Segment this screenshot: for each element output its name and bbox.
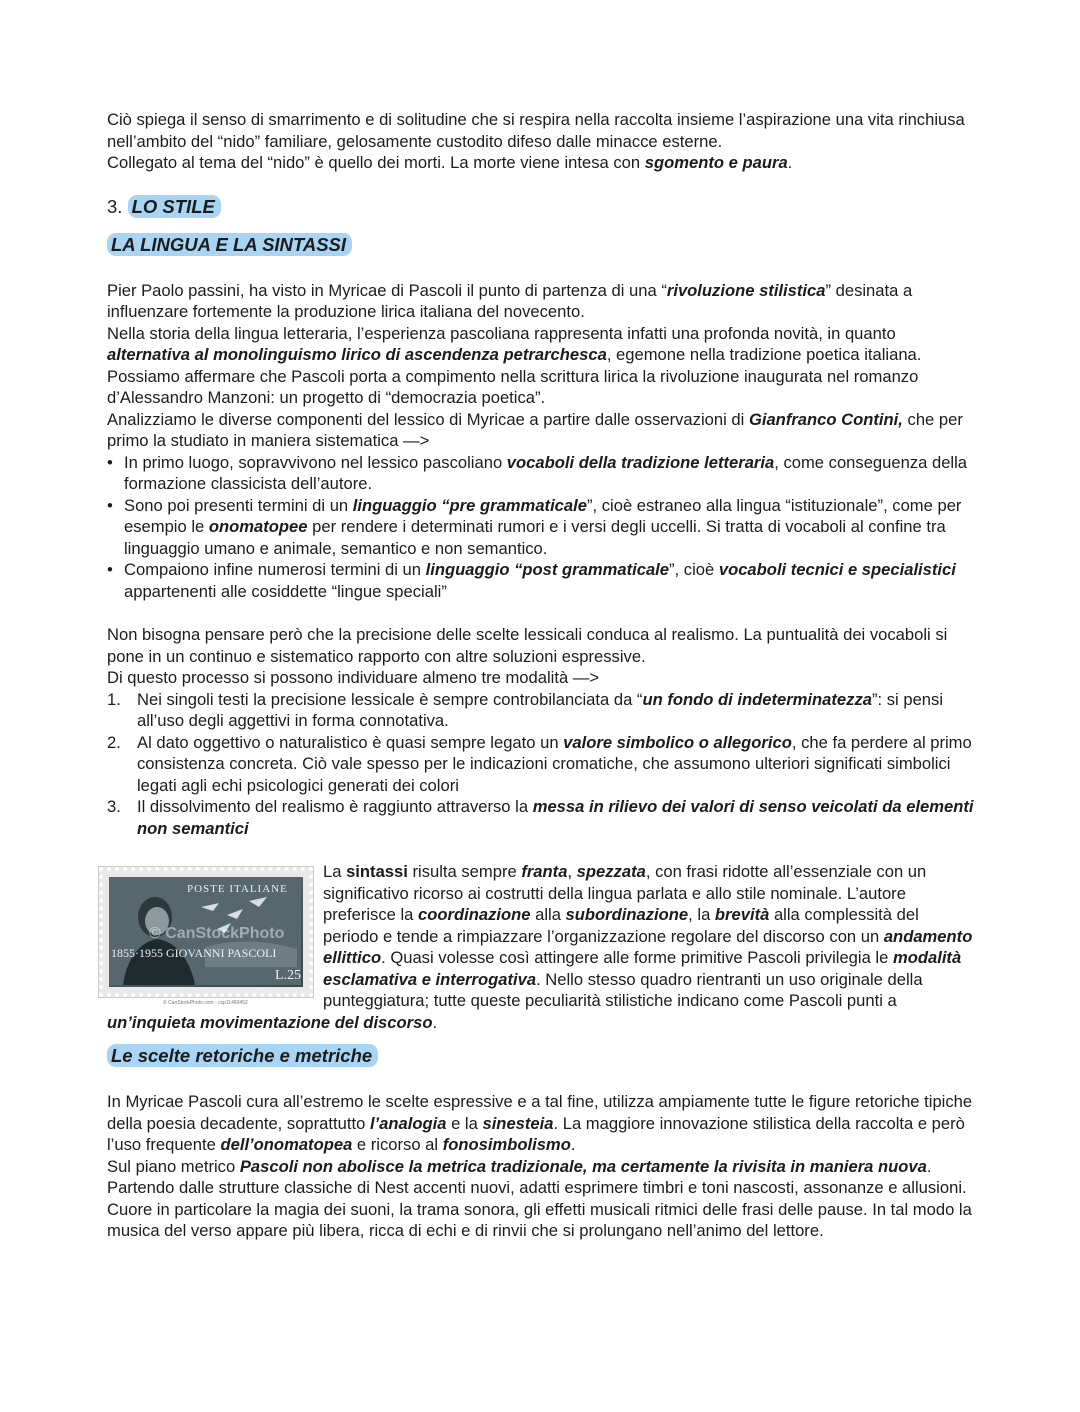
- emphasis: messa in rilievo dei valori di senso veicolati da elementi non semantici: [137, 797, 974, 838]
- text: .: [432, 1012, 438, 1032]
- text: che per primo la studiato in maniera sistematica —>: [107, 409, 963, 450]
- text: . Partendo dalle strutture classiche di Nest accenti nuovi, adatti esprimere timbri e toni nascosti, assonanze e allusioni. Cuore in particolare la magia dei suoni, la trama sonora, gli effetti musicali ritmici delle frasi delle pause. In tal modo la musica del verso appare più libera, ricca di echi e di rinvii che si prolungano nell’animo del lettore.: [107, 1156, 972, 1240]
- emphasis: onomatopee: [208, 517, 308, 536]
- stamp-bottom-text: [111, 943, 301, 986]
- text: ”: si pensi all’uso degli aggettivi in forma connotativa.: [137, 689, 944, 730]
- text: Analizziamo le diverse componenti del lessico di Myricae a partire dalle osservazioni di: [107, 409, 749, 429]
- emphasis: sgomento e paura: [644, 153, 788, 172]
- text: Sono poi presenti termini di un: [124, 495, 353, 515]
- emphasis: spezzata: [576, 862, 646, 881]
- text: In Myricae Pascoli cura all’estremo le scelte espressive e a tal fine, utilizza ampiamente tutte le figure retoriche tipiche della poesia decadente, soprattutto: [107, 1092, 973, 1133]
- emphasis: valore simbolico o allegorico: [563, 732, 792, 752]
- emphasis: l’analogia: [369, 1113, 447, 1133]
- list-item: [107, 796, 977, 839]
- text: . La maggiore innovazione stilistica della raccolta e però l’uso frequente: [107, 1113, 965, 1154]
- list-item: [107, 689, 977, 732]
- emphasis: linguaggio “pre grammaticale: [352, 495, 587, 515]
- emphasis: coordinazione: [418, 905, 531, 924]
- list-number: 2.: [107, 732, 121, 752]
- emphasis: fonosimbolismo: [442, 1135, 571, 1154]
- emphasis: rivoluzione stilistica: [666, 280, 826, 300]
- stamp-picture: [109, 877, 303, 987]
- document-page: [107, 109, 977, 1242]
- retorica-paragraph: [107, 1091, 977, 1242]
- text: , la: [688, 905, 715, 924]
- section-title: LO STILE: [128, 195, 221, 218]
- text: ”, cioè: [669, 560, 719, 579]
- text: . Quasi volesse così attingere alle forme primitive Pascoli privilegia le: [381, 948, 893, 967]
- stamp-top-text: POSTE ITALIANE: [187, 883, 288, 895]
- text: . Nello stesso quadro rientranti un uso originale della punteggiatura; tutte queste peculiarità stilistiche indicano come Pascoli punti a: [323, 969, 923, 1010]
- realism-paragraph: [107, 624, 977, 689]
- text: Compaiono infine numerosi termini di un: [124, 560, 426, 579]
- text: alla: [530, 905, 566, 924]
- subheading-retorica: [107, 1043, 977, 1069]
- text: Sul piano metrico: [107, 1156, 240, 1176]
- text: e la: [446, 1113, 483, 1133]
- emphasis: sinesteia: [482, 1113, 554, 1133]
- list-item: [107, 559, 977, 602]
- text: e ricorso al: [352, 1135, 443, 1154]
- intro-text-2: Collegato al tema del “nido” è quello dei morti. La morte viene intesa con: [107, 153, 645, 172]
- emphasis: vocaboli della tradizione letteraria: [506, 452, 775, 472]
- intro-paragraph: [107, 109, 977, 174]
- text: alla complessità del periodo e tende a rimpiazzare l’organizzazione regolare del discorso con un: [323, 905, 919, 946]
- subheading-text: LA LINGUA E LA SINTASSI: [107, 233, 352, 256]
- emphasis: Gianfranco Contini,: [748, 409, 903, 429]
- pascoli-stamp-image: [99, 867, 309, 1006]
- text: Nella storia della lingua letteraria, l’esperienza pascoliana rappresenta infatti una profonda novità, in quanto: [107, 323, 896, 343]
- emphasis: franta: [521, 862, 568, 881]
- text: Di questo processo si possono individuare almeno tre modalità —>: [107, 668, 600, 687]
- text: Al dato oggettivo o naturalistico è quasi sempre legato un: [137, 732, 564, 752]
- text: ,: [567, 862, 577, 881]
- stamp-caption: © CanStockPhoto.com - csp11460452: [163, 1000, 248, 1006]
- emphasis: un’inquieta movimentazione del discorso: [107, 1012, 433, 1032]
- list-number: 3.: [107, 797, 121, 816]
- emphasis: un fondo di indeterminatezza: [642, 689, 872, 709]
- text: ”, cioè estraneo alla lingua “istituzionale”, come per esempio le: [124, 495, 962, 536]
- stamp-watermark: © CanStockPhoto: [149, 925, 285, 942]
- punct: .: [787, 153, 793, 172]
- text: , come conseguenza della formazione classicista dell’autore.: [124, 452, 968, 493]
- stamp-value: L.25: [274, 967, 301, 983]
- text: per rendere i determinati rumori e i versi degli uccelli. Si tratta di vocaboli al confine tra linguaggio umano e animale, semantico e non semantico.: [124, 517, 946, 558]
- list-item: [107, 452, 977, 495]
- emphasis: modalità esclamativa e interrogativa: [323, 948, 962, 989]
- text: Pier Paolo passini, ha visto in Myricae di Pascoli il punto di partenza di una “: [107, 280, 667, 300]
- text: Nei singoli testi la precisione lessicale è sempre controbilanciata da “: [137, 689, 643, 709]
- list-number: 1.: [107, 689, 121, 709]
- lexicon-bullet-list: [107, 452, 977, 603]
- text: appartenenti alle cosiddette “lingue speciali”: [124, 581, 447, 601]
- emphasis: dell’onomatopea: [220, 1135, 353, 1154]
- text: In primo luogo, sopravvivono nel lessico pascoliano: [124, 452, 507, 472]
- text: , egemone nella tradizione poetica italiana. Possiamo affermare che Pascoli porta a compimento nella scrittura lirica la rivoluzione inaugurata nel romanzo d’Alessandro Manzoni: un progetto di “democrazia poetica”.: [107, 345, 922, 407]
- emphasis: linguaggio “post grammaticale: [425, 560, 670, 579]
- text: Il dissolvimento del realismo è raggiunto attraverso la: [137, 797, 533, 816]
- section-number: 3.: [107, 195, 123, 217]
- modalities-numbered-list: [107, 689, 977, 840]
- subheading-text: Le scelte retoriche e metriche: [107, 1044, 378, 1067]
- list-item: [107, 495, 977, 560]
- text: ” desinata a influenzare fortemente la produzione lirica italiana del novecento.: [107, 280, 913, 321]
- text: , con frasi ridotte all’essenziale con un significativo ricorso ai costrutti della lingua parlata e allo stile nominale. L’autore preferisce la: [323, 862, 927, 924]
- stamp-frame: [99, 867, 313, 997]
- text: risulta sempre: [407, 862, 522, 881]
- emphasis: subordinazione: [565, 905, 689, 924]
- intro-text: Ciò spiega il senso di smarrimento e di solitudine che si respira nella raccolta insieme l’aspirazione una vita rinchiusa nell’ambito del “nido” familiare, gelosamente custodito difeso dalle minacce esterne.: [107, 110, 965, 151]
- subheading-lingua: [107, 232, 977, 258]
- syntax-section: [107, 861, 977, 1033]
- emphasis: brevità: [714, 905, 770, 924]
- text: La: [323, 862, 347, 881]
- text: , che fa perdere al primo consistenza concreta. Ciò vale spesso per le indicazioni cromatiche, che assumono ulteriori significati simbolici legati agli echi psicologici generati dei colori: [137, 732, 972, 795]
- lingua-paragraph: [107, 280, 977, 452]
- list-item: [107, 732, 977, 797]
- stamp-name: 1855·1955 GIOVANNI PASCOLI: [111, 946, 277, 960]
- section-heading-3: [107, 194, 977, 220]
- emphasis: Pascoli non abolisce la metrica tradizionale, ma certamente la rivisita in maniera nuova: [239, 1156, 927, 1176]
- bold-text: sintassi: [346, 862, 408, 881]
- emphasis: vocaboli tecnici e specialistici: [718, 560, 956, 579]
- text: .: [570, 1135, 576, 1154]
- emphasis: andamento ellittico: [323, 926, 973, 967]
- text: Non bisogna pensare però che la precisione delle scelte lessicali conduca al realismo. La puntualità dei vocaboli si pone in un continuo e sistematico rapporto con altre soluzioni espressive.: [107, 625, 948, 666]
- emphasis: alternativa al monolinguismo lirico di ascendenza petrarchesca: [107, 345, 607, 364]
